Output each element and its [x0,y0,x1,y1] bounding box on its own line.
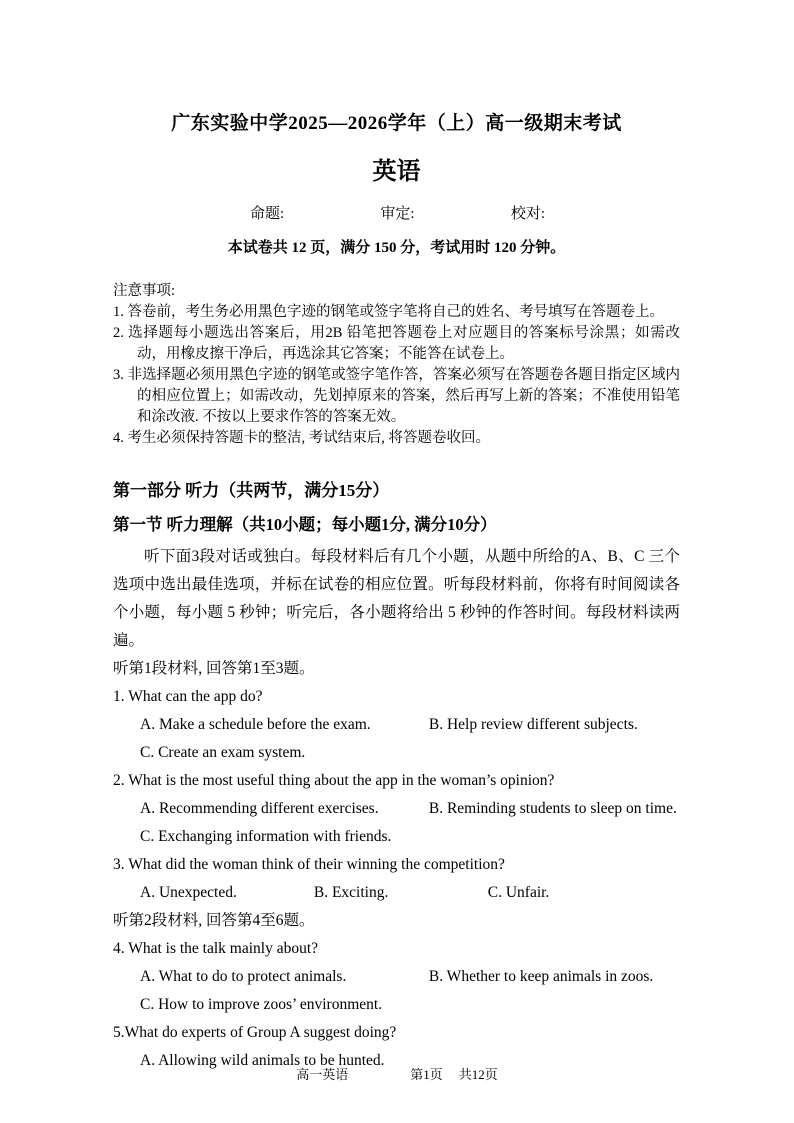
reviewer-label: 审定: [380,206,415,222]
notice-section [113,281,680,449]
question-4-options-row-2 [113,991,680,1019]
question-2 [113,767,680,851]
question-2-options-row-1 [113,795,680,823]
question-3-option-a: A. Unexpected. [140,884,237,901]
question-1-options-row-1 [113,711,680,739]
question-3-option-c: C. Unfair. [487,884,550,901]
footer-course-label: 高一英语 [296,1067,349,1082]
page-footer [0,1064,794,1083]
footer-page-number: 第1页 [410,1067,443,1082]
notice-item-3: 3. 非选择题必须用黑色字迹的钢笔或签字笔作答，答案必须写在答题卷各题目指定区域内的相应位置上；如需改动，先划掉原来的答案，然后再写上新的答案；不准使用铅笔和涂改液. 不按以上要求作答的答案无效。 [113,367,680,425]
question-3-options-row-1 [113,879,680,907]
material-2-instruction: 听第2段材料, 回答第4至6题。 [113,912,315,929]
question-5-stem: 5.What do experts of Group A suggest doing? [113,1024,397,1041]
exam-title: 广东实验中学2025—2026学年（上）高一级期末考试 [171,113,622,134]
question-4-option-a: A. What to do to protect animals. [140,968,347,985]
proofreader-label: 校对: [510,206,545,222]
question-4-options-row-1 [113,963,680,991]
listening-intro: 听下面3段对话或独白。每段材料后有几个小题，从题中所给的A、B、C 三个选项中选出最佳选项，并标在试卷的相应位置。听每段材料前，你将有时间阅读各个小题，每小题 5 秒钟；听完后，各小题将给出 5 秒钟的作答时间。每段材料读两遍。 [113,548,680,649]
question-1 [113,683,680,767]
question-4-stem: 4. What is the talk mainly about? [113,940,319,957]
exam-info: 本试卷共 12 页，满分 150 分，考试用时 120 分钟。 [227,240,566,256]
question-4 [113,935,680,1019]
notice-item-2: 2. 选择题每小题选出答案后，用2B 铅笔把答题卷上对应题目的答案标号涂黑；如需改动，用橡皮擦干净后，再选涂其它答案；不能答在试卷上。 [113,325,680,362]
question-3-stem: 3. What did the woman think of their winning the competition? [113,856,505,873]
question-2-options-row-2 [113,823,680,851]
section-one-header: 第一节 听力理解（共10小题；每小题1分, 满分10分） [113,515,497,534]
question-1-option-b: B. Help review different subjects. [428,716,638,733]
material-1-instruction: 听第1段材料, 回答第1至3题。 [113,660,315,677]
question-3-option-b: B. Exciting. [313,884,389,901]
footer-page-total: 共12页 [458,1067,498,1082]
question-2-stem: 2. What is the most useful thing about the app in the woman’s opinion? [113,772,555,789]
question-2-option-b: B. Reminding students to sleep on time. [428,800,677,817]
notice-title: 注意事项: [113,283,176,299]
question-1-options-row-2 [113,739,680,767]
question-1-stem: 1. What can the app do? [113,688,263,705]
question-4-option-b: B. Whether to keep animals in zoos. [428,968,654,985]
question-2-option-c: C. Exchanging information with friends. [140,828,392,845]
question-2-option-a: A. Recommending different exercises. [140,800,379,817]
question-5-option-a: A. Allowing wild animals to be hunted. [140,1052,385,1069]
part-one-header: 第一部分 听力（共两节，满分15分） [113,481,390,500]
notice-item-4: 4. 考生必须保持答题卡的整洁, 考试结束后, 将答题卷收回。 [113,430,490,446]
exam-subject: 英语 [372,159,421,185]
listening-body [113,543,680,1075]
question-4-option-c: C. How to improve zoos’ environment. [140,996,383,1013]
question-3 [113,851,680,907]
meta-row [113,202,680,223]
question-1-option-c: C. Create an exam system. [140,744,306,761]
question-1-option-a: A. Make a schedule before the exam. [140,716,371,733]
notice-item-1: 1. 答卷前，考生务必用黑色字迹的钢笔或签字笔将自己的姓名、考号填写在答题卷上。 [113,304,664,320]
proposer-label: 命题: [250,206,285,222]
